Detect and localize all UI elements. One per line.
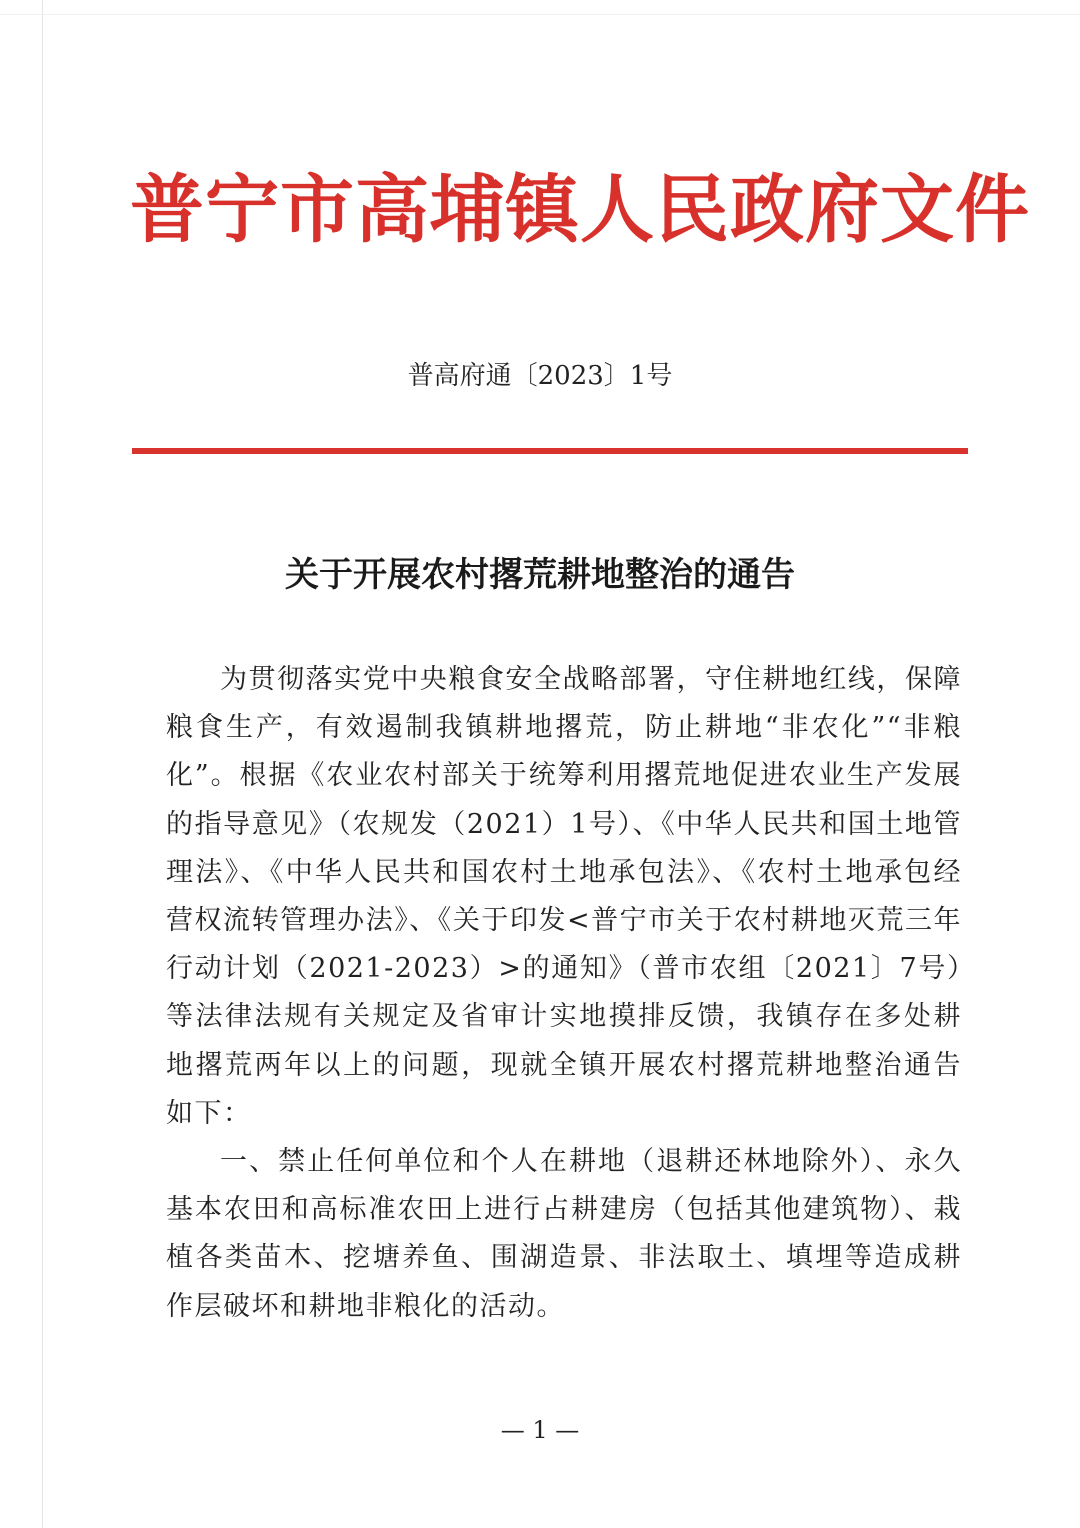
page-number: — 1 — [500,1416,580,1444]
notice-body [166,656,962,1331]
document-number: 普高府通〔2023〕1号 [407,361,673,391]
scan-edge-line-top [0,14,1080,15]
masthead-title: 普宁市高埔镇人民政府文件 [130,167,1030,253]
notice-title: 关于开展农村撂荒耕地整治的通告 [285,555,795,595]
body-paragraph: 为贯彻落实党中央粮食安全战略部署，守住耕地红线，保障粮食生产，有效遏制我镇耕地撂荒，防止耕地“非农化”“非粮化”。根据《农业农村部关于统筹利用撂荒地促进农业生产发展的指导意见》（农规发（2021）1号）、《中华人民共和国土地管理法》、《中华人民共和国农村土地承包法》、《农村土地承包经营权流转管理办法》、《关于印发<普宁市关于农村耕地灭荒三年行动计划（2021-2023）>的通知》（普市农组〔2021〕7号）等法律法规有关规定及省审计实地摸排反馈，我镇存在多处耕地撂荒两年以上的问题，现就全镇开展农村撂荒耕地整治通告如下： [166,664,962,1129]
body-paragraph: 一、禁止任何单位和个人在耕地（退耕还林地除外）、永久基本农田和高标准农田上进行占耕建房（包括其他建筑物）、栽植各类苗木、挖塘养鱼、围湖造景、非法取土、填埋等造成耕作层破坏和耕地非粮化的活动。 [166,1146,962,1322]
scan-edge-line [42,0,43,1528]
red-divider-rule [132,448,968,454]
